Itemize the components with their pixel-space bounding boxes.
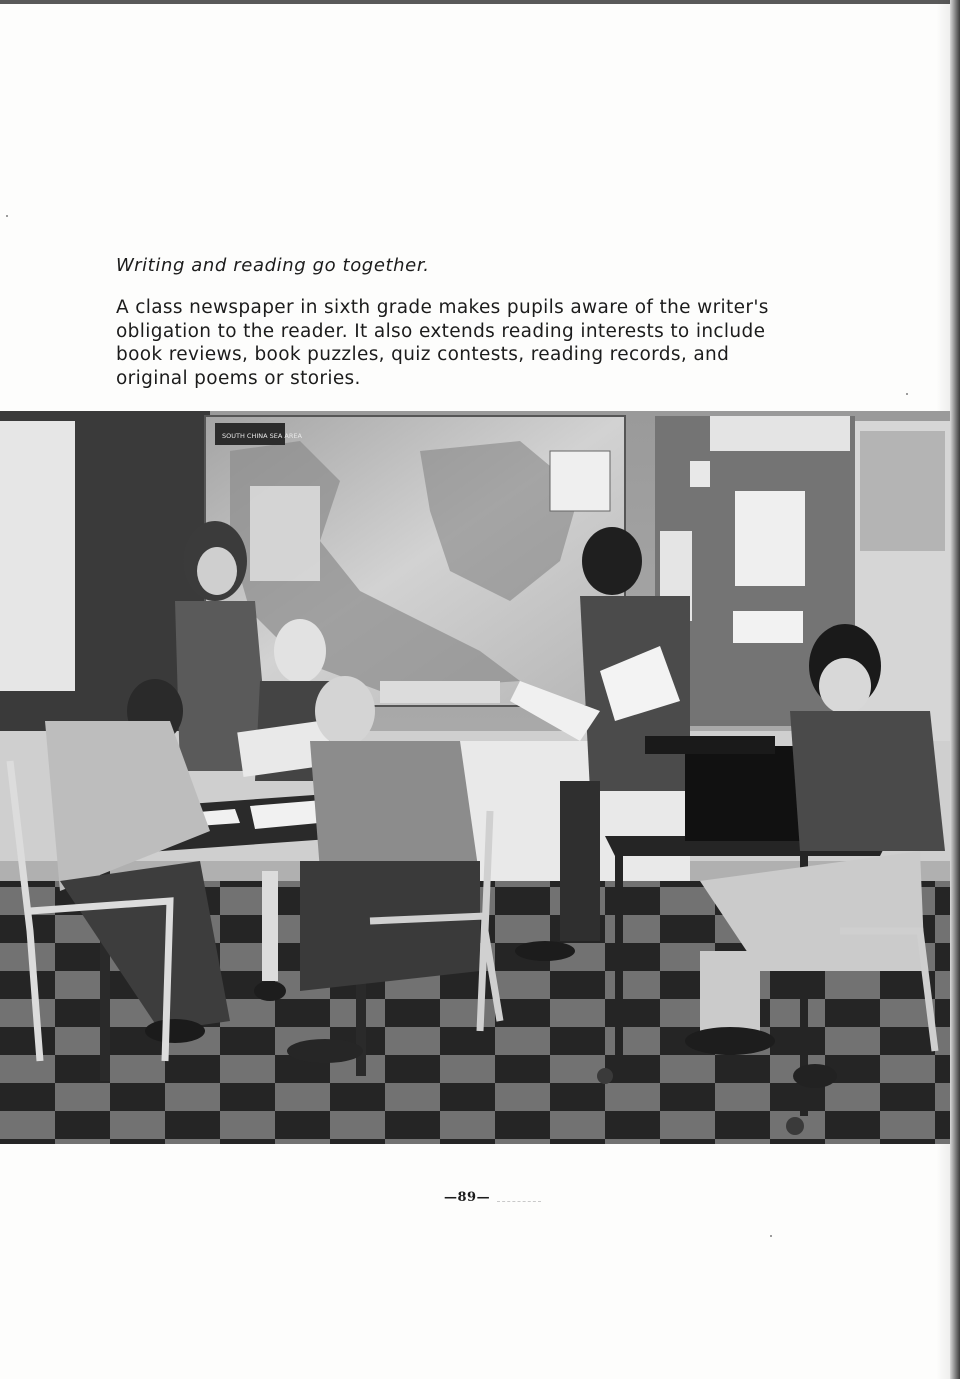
wall-chart-left — [0, 421, 75, 691]
page-number: —89— — [444, 1190, 491, 1205]
classroom-photograph — [0, 411, 950, 1144]
scan-speck — [906, 393, 908, 395]
scan-right-edge — [950, 0, 960, 1379]
bleed-through-mark — [497, 1201, 541, 1203]
map-header-label: SOUTH CHINA SEA AREA — [222, 432, 302, 440]
wall-map — [205, 416, 625, 706]
scan-top-edge — [0, 0, 960, 4]
scan-speck — [770, 1235, 772, 1237]
caption-title: Writing and reading go together. — [116, 255, 430, 276]
scan-speck — [6, 215, 8, 217]
caption-body: A class newspaper in sixth grade makes pupils aware of the writer's obligation to the reader. It also extends reading interests to include book reviews, book puzzles, quiz contests, reading records, and original poems or stories. — [116, 297, 769, 389]
